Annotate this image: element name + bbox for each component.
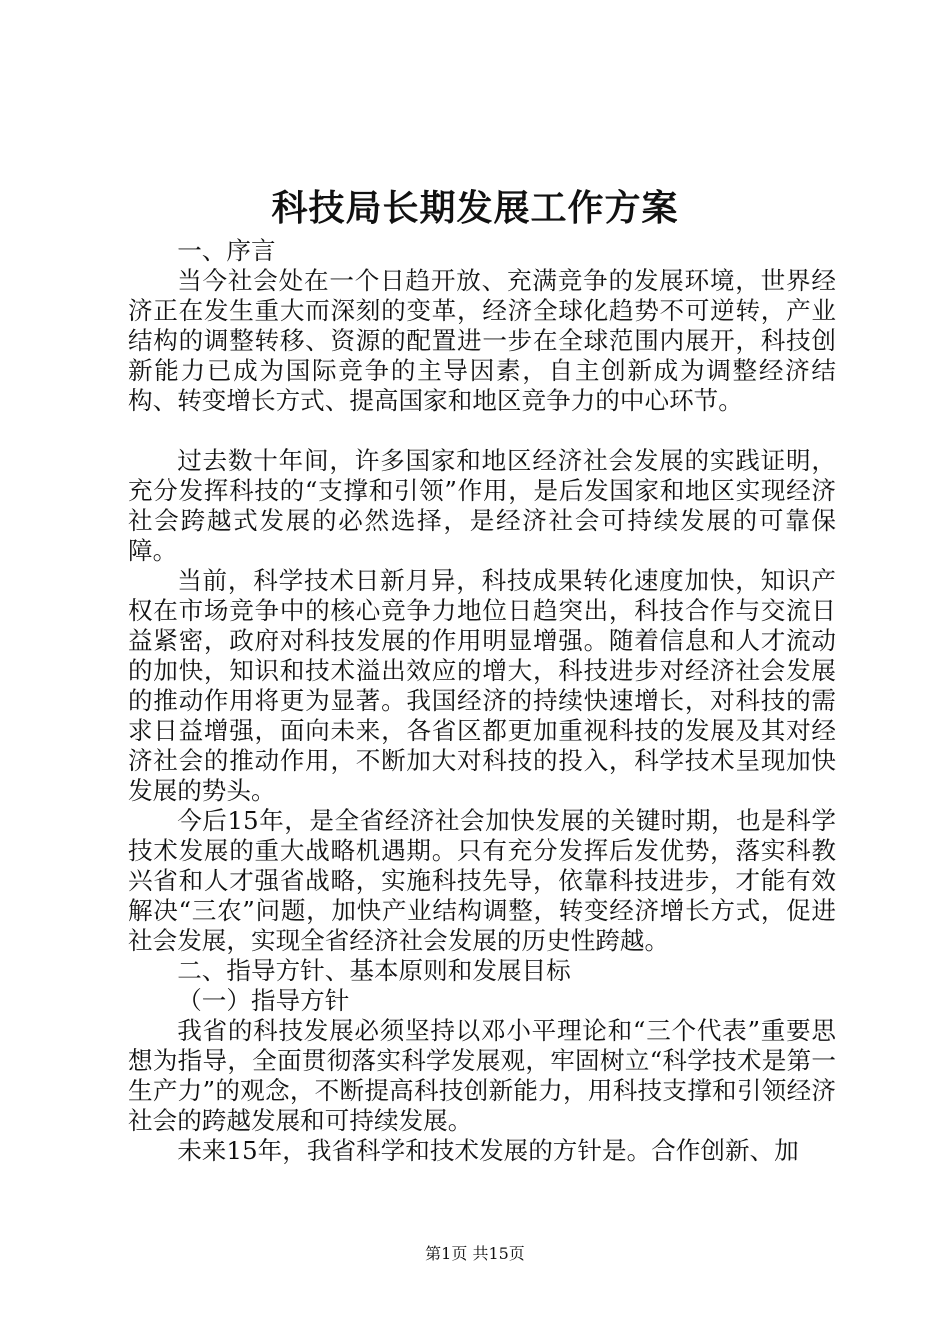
- paragraph: 当前，科学技术日新月异，科技成果转化速度加快，知识产权在市场竞争中的核心竞争力地位日趋突出，科技合作与交流日益紧密，政府对科技发展的作用明显增强。随着信息和人才流动的加快，知识和技术溢出效应的增大，科技进步对经济社会发展的推动作用将更为显著。我国经济的持续快速增长，对科技的需求日益增强，面向未来，各省区都更加重视科技的发展及其对经济社会的推动作用，不断加大对科技的投入，科学技术呈现加快发展的势头。: [128, 566, 836, 805]
- paragraph: 我省的科技发展必须坚持以邓小平理论和“三个代表”重要思想为指导，全面贯彻落实科学发展观，牢固树立“科学技术是第一生产力”的观念，不断提高科技创新能力，用科技支撑和引领经济社会的跨越发展和可持续发展。: [128, 1016, 836, 1135]
- document-title: 科技局长期发展工作方案: [271, 187, 679, 229]
- paragraph: 未来15年，我省科学和技术发展的方针是。合作创新、加: [177, 1136, 799, 1165]
- paragraph: 过去数十年间，许多国家和地区经济社会发展的实践证明，充分发挥科技的“支撑和引领”作用，是后发国家和地区实现经济社会跨越式发展的必然选择，是经济社会可持续发展的可靠保障。: [128, 446, 836, 565]
- page-footer: 第1页 共15页: [425, 1244, 525, 1263]
- paragraph: 今后15年，是全省经济社会加快发展的关键时期，也是科学技术发展的重大战略机遇期。只有充分发挥后发优势，落实科教兴省和人才强省战略，实施科技先导，依靠科技进步，才能有效解决“三农”问题，加快产业结构调整，转变经济增长方式，促进社会发展，实现全省经济社会发展的历史性跨越。: [128, 806, 836, 955]
- subsection-heading-guiding-policy: （一）指导方针: [177, 986, 350, 1015]
- document-body: [128, 236, 836, 1166]
- paragraph: 当今社会处在一个日趋开放、充满竞争的发展环境，世界经济正在发生重大而深刻的变革，经济全球化趋势不可逆转，产业结构的调整转移、资源的配置进一步在全球范围内展开，科技创新能力已成为国际竞争的主导因素，自主创新成为调整经济结构、转变增长方式、提高国家和地区竞争力的中心环节。: [128, 266, 836, 415]
- section-heading-guidelines: 二、指导方针、基本原则和发展目标: [177, 956, 571, 985]
- section-heading-preface: 一、序言: [177, 236, 276, 265]
